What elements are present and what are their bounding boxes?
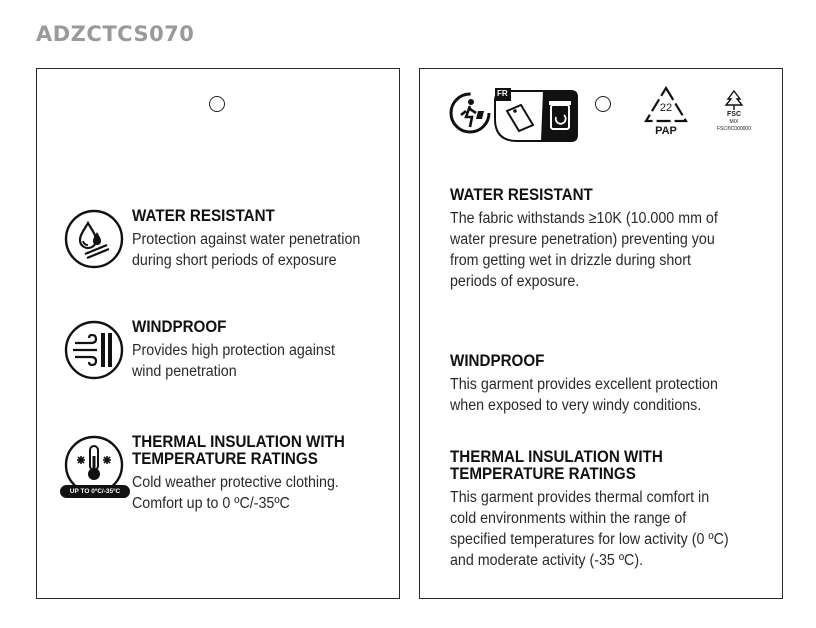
thermometer-snowflake-icon	[63, 434, 125, 496]
info-thermal-insulation	[450, 449, 780, 571]
info-title: WATER RESISTANT	[450, 186, 593, 204]
pap-number: 22	[659, 102, 673, 114]
right-hang-tag	[419, 68, 783, 599]
fsc-logo-icon	[710, 89, 758, 132]
pap-recycling-icon	[642, 85, 690, 137]
feature-title: WINDPROOF	[132, 318, 227, 336]
temperature-rating-badge: UP TO 0ºC/-35ºC	[60, 485, 130, 498]
fsc-label: FSC	[727, 111, 741, 118]
pap-label: PAP	[655, 125, 677, 137]
fr-label: FR	[497, 89, 508, 98]
fsc-mix: MIX	[729, 119, 739, 125]
recycling-person-icon	[448, 91, 492, 135]
info-text: The fabric withstands ≥10K (10.000 mm of water presure penetration) preventing you from getting wet in drizzle during short periods of exposure.	[450, 210, 718, 290]
left-hang-tag	[36, 68, 400, 599]
info-title: THERMAL INSULATION WITH TEMPERATURE RATINGS	[450, 448, 663, 483]
fr-sorting-label-icon	[493, 87, 579, 143]
fsc-code: FSC®C000000	[717, 126, 751, 132]
tag-hole	[209, 96, 225, 112]
feature-title: THERMAL INSULATION WITH TEMPERATURE RATINGS	[132, 433, 345, 468]
info-windproof	[450, 353, 780, 416]
feature-description: Protection against water penetration during short periods of exposure	[132, 231, 361, 269]
feature-title: WATER RESISTANT	[132, 207, 275, 225]
product-code: ADZCTCS070	[36, 22, 195, 46]
info-text: This garment provides excellent protection when exposed to very windy conditions.	[450, 376, 718, 414]
info-text: This garment provides thermal comfort in cold environments within the range of specified temperatures for low activity (0 ºC) and moderate activity (-35 ºC).	[450, 489, 729, 569]
info-title: WINDPROOF	[450, 352, 545, 370]
feature-description: Provides high protection against wind penetration	[132, 342, 335, 380]
feature-description: Cold weather protective clothing. Comfort up to 0 ºC/-35ºC	[132, 474, 339, 512]
tag-hole	[595, 96, 611, 112]
water-drop-icon	[63, 208, 125, 270]
info-water-resistant	[450, 187, 780, 292]
wind-icon	[63, 319, 125, 381]
